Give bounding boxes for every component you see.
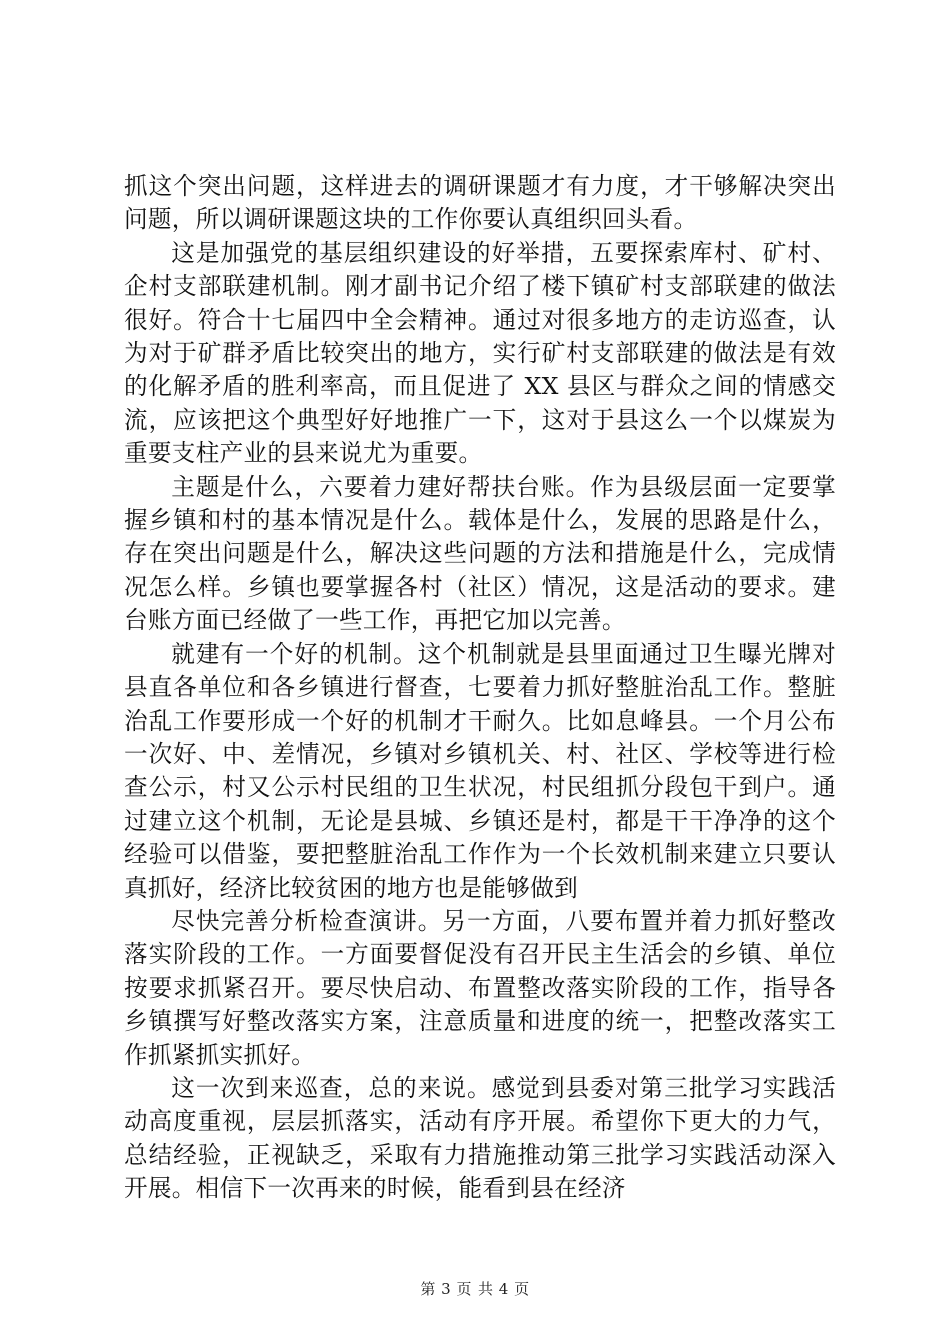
paragraph-4: 就建有一个好的机制。这个机制就是县里面通过卫生曝光牌对县直各单位和各乡镇进行督查，七要着力抓好整脏治乱工作。整脏治乱工作要形成一个好的机制才干耐久。比如息峰县。一个月公布一次好、中、差情况，乡镇对乡镇机关、村、社区、学校等进行检查公示，村又公示村民组的卫生状况，村民组抓分段包干到户。通过建立这个机制，无论是县城、乡镇还是村，都是干干净净的这个经验可以借鉴，要把整脏治乱工作作为一个长效机制来建立只要认真抓好，经济比较贫困的地方也是能够做到 xyxy=(124,639,836,902)
paragraph-6: 这一次到来巡查，总的来说。感觉到县委对第三批学习实践活动高度重视，层层抓落实，活动有序开展。希望你下更大的力气，总结经验，正视缺乏，采取有力措施推动第三批学习实践活动深入开展。相信下一次再来的时候，能看到县在经济 xyxy=(124,1073,836,1203)
page-number: 第 3 页 xyxy=(420,1280,472,1298)
page-footer xyxy=(0,1278,950,1299)
paragraph-2: 这是加强党的基层组织建设的好举措，五要探索库村、矿村、企村支部联建机制。刚才副书记介绍了楼下镇矿村支部联建的做法很好。符合十七届四中全会精神。通过对很多地方的走访巡查，认为对于矿群矛盾比较突出的地方，实行矿村支部联建的做法是有效的化解矛盾的胜利率高，而且促进了 XX 县区与群众之间的情感交流，应该把这个典型好好地推广一下，这对于县这么一个以煤炭为重要支柱产业的县来说尤为重要。 xyxy=(124,238,836,468)
paragraph-3: 主题是什么，六要着力建好帮扶台账。作为县级层面一定要掌握乡镇和村的基本情况是什么。载体是什么，发展的思路是什么，存在突出问题是什么，解决这些问题的方法和措施是什么，完成情况怎么样。乡镇也要掌握各村（社区）情况，这是活动的要求。建台账方面已经做了一些工作，再把它加以完善。 xyxy=(124,472,836,635)
paragraph-1: 抓这个突出问题，这样进去的调研课题才有力度，才干够解决突出问题，所以调研课题这块的工作你要认真组织回头看。 xyxy=(124,172,836,234)
document-body xyxy=(124,170,836,1206)
paragraph-5: 尽快完善分析检查演讲。另一方面，八要布置并着力抓好整改落实阶段的工作。一方面要督促没有召开民主生活会的乡镇、单位按要求抓紧召开。要尽快启动、布置整改落实阶段的工作，指导各乡镇撰写好整改落实方案，注意质量和进度的统一，把整改落实工作抓紧抓实抓好。 xyxy=(124,906,836,1069)
page-total: 共 4 页 xyxy=(478,1280,530,1298)
